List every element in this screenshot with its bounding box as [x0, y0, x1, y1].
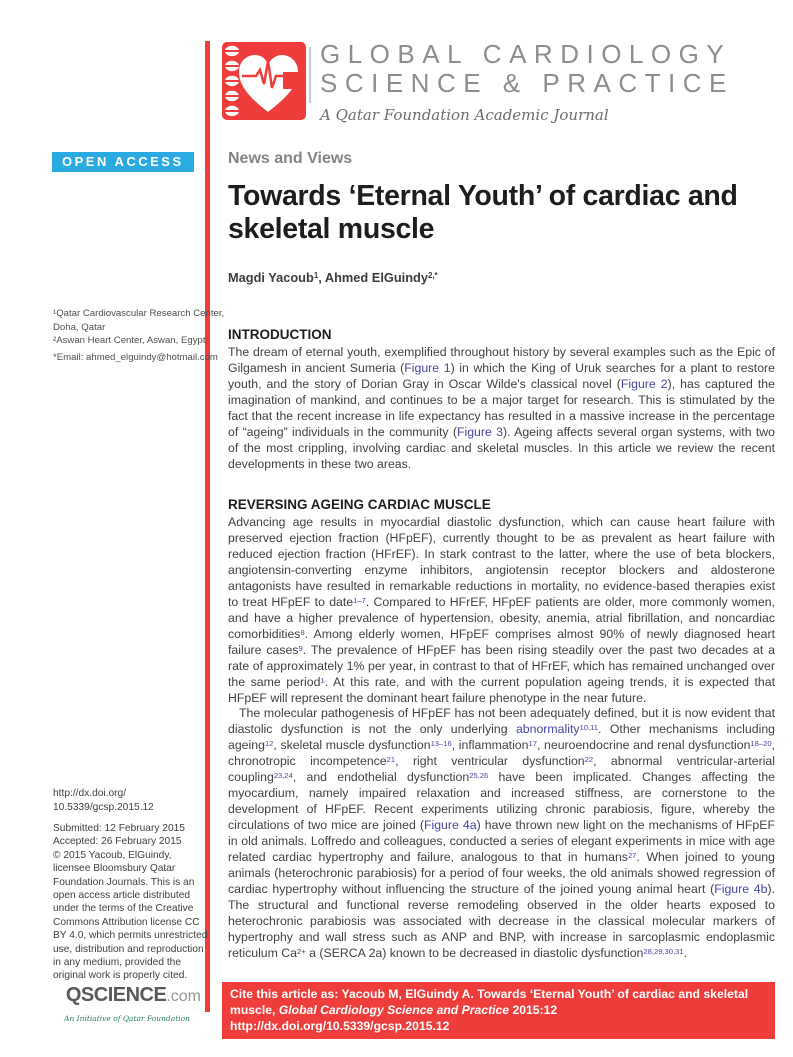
reversing-ageing-paragraph-2 — [228, 705, 775, 961]
section-heading-reversing-ageing: REVERSING AGEING CARDIAC MUSCLE — [228, 497, 491, 512]
figure-link[interactable]: abnormality — [515, 722, 580, 736]
text-run: , neuroendocrine and renal dysfunction — [536, 738, 751, 752]
journal-logo — [222, 42, 306, 120]
submitted-date: Submitted: 12 February 2015 — [53, 823, 185, 834]
text-run: . When joined to young animals (heterochronic parabiosis) for a period of four weeks, the old animals showed regression of cardiac hypertrophy without influencing the structure of the joined young animal heart ( — [228, 850, 775, 896]
text-run: , inflammation — [451, 738, 529, 752]
reference-link[interactable]: 28,29,30,31 — [643, 946, 684, 956]
author-affiliations — [53, 307, 225, 364]
text-run: , chronotropic incompetence — [228, 738, 776, 768]
figure-link[interactable]: Figure 4a — [423, 818, 477, 832]
text-run: , Ahmed ElGuindy — [318, 270, 428, 285]
journal-name-italic: Global Cardiology Science and Practice — [278, 1003, 510, 1017]
text-run: ) in which the King of Uruk searches for a plant to restore youth, and the story of Dorian Gray in Oscar Wilde's classical novel ( — [228, 361, 775, 391]
reference-link[interactable]: 17 — [528, 738, 537, 748]
text-run: 2015:12 http://dx.doi.org/10.5339/gcsp.2015.12 — [230, 1003, 558, 1033]
qscience-wordmark: QSCIENCE — [65, 984, 167, 1006]
text-run: Cite this article as: Yacoub M, ElGuindy A. Towards ‘Eternal Youth’ of cardiac and skeletal muscle, — [230, 987, 749, 1017]
text-run: Magdi Yacoub — [228, 270, 314, 285]
text-run: The dream of eternal youth, exemplified throughout history by several examples such as the Epic of Gilgamesh in ancient Sumeria ( — [228, 345, 775, 375]
figure-link[interactable]: Figure 1 — [404, 361, 451, 375]
text-run: The molecular pathogenesis of HFpEF has not been adequately defined, but it is now evident that diastolic dysfunction is not the only underlying — [228, 706, 775, 736]
text-run: , right ventricular dysfunction — [395, 754, 585, 768]
copyright-notice: © 2015 Yacoub, ElGuindy, licensee Bloomsbury Qatar Foundation Journals. This is an open access article distributed under the terms of the Creative Commons Attribution license CC BY 4.0, which permits unrestricted use, distribution and reproduction in any medium, provided the original work is properly cited. — [53, 849, 208, 982]
heart-ecg-dna-icon — [222, 42, 306, 120]
figure-link[interactable]: Figure 4b — [714, 882, 768, 896]
superscript: 1 — [313, 271, 319, 281]
reference-link[interactable]: 10,11 — [579, 722, 598, 732]
introduction-paragraph — [228, 344, 775, 472]
reference-link[interactable]: 8 — [300, 627, 305, 637]
reversing-ageing-paragraph-1 — [228, 514, 775, 706]
qscience-tagline: An Initiative of Qatar Foundation — [64, 1014, 190, 1023]
reference-link[interactable]: 27 — [627, 850, 637, 860]
text-run: ) have thrown new light on the mechanisms of HFpEF in old animals. Loffredo and colleagues, conducted a series of elegant experiments in mice with age related cardiac hypertrophy and failure, analogous to that in humans — [228, 818, 775, 864]
reference-link[interactable]: 18–20 — [750, 738, 772, 748]
reference-link[interactable]: 1 — [320, 675, 325, 685]
text-run: . Other mechanisms including ageing — [228, 722, 775, 752]
qscience-logo[interactable] — [53, 984, 201, 1007]
text-run: . — [683, 946, 688, 960]
reference-link[interactable]: 12 — [264, 738, 274, 748]
superscript: 2,* — [427, 271, 438, 281]
publication-info — [53, 822, 211, 983]
doi-link-line2[interactable]: 10.5339/gcsp.2015.12 — [53, 802, 154, 813]
text-run: . Compared to HFrEF, HFpEF patients are older, more commonly women, and have a higher prevalence of hypertension, obesity, anemia, atrial fibrillation, and noncardiac comorbidities — [228, 595, 775, 641]
qscience-branding — [53, 984, 201, 1023]
journal-title-line2: SCIENCE & PRACTICE — [320, 68, 734, 98]
reference-link[interactable]: 1–7 — [353, 595, 366, 605]
header-divider — [309, 47, 311, 103]
journal-title-line1: GLOBAL CARDIOLOGY — [320, 39, 732, 69]
article-title: Towards ‘Eternal Youth’ of cardiac and skeletal muscle — [228, 180, 738, 245]
citation-box — [222, 982, 775, 1039]
corresponding-email[interactable]: *Email: ahmed_elguindy@hotmail.com — [53, 351, 218, 363]
reference-link[interactable]: 23,24 — [273, 770, 293, 780]
journal-subtitle: A Qatar Foundation Academic Journal — [320, 106, 609, 124]
journal-masthead — [320, 40, 734, 124]
article-authors — [228, 270, 438, 285]
text-run: have been implicated. Changes affecting the myocardium, namely impaired relaxation and increased stiffness, are cornerstone to the development of HFpEF. Recent experiments utilizing chronic parabiosis, figure, whereby the circulations of two mice are joined ( — [228, 770, 775, 832]
section-heading-introduction: INTRODUCTION — [228, 327, 332, 342]
text-run: ). The structural and functional reverse remodeling observed in the older hearts exposed to heterochronic parabiosis was associated with decrease in the classical molecular markers of hypertrophy and wall stress such as ANP and BNP, with increase in sarcoplasmic endoplasmic reticulum Ca — [228, 882, 775, 960]
reference-link[interactable]: 22 — [584, 754, 594, 764]
affiliation-line: ²Aswan Heart Center, Aswan, Egypt — [53, 335, 206, 346]
figure-link[interactable]: Figure 3 — [456, 425, 503, 439]
accepted-date: Accepted: 26 February 2015 — [53, 836, 182, 848]
text-run: ), has captured the imagination of mankind, and continues to be a major target for research. This is stimulated by the fact that the recent increase in life expectancy has resulted in a massive increase in the percentage of “ageing” individuals in the community ( — [228, 377, 775, 439]
text-run: a (SERCA 2a) known to be decreased in diastolic dysfunction — [305, 946, 644, 960]
affiliation-line: Doha, Qatar — [53, 321, 106, 333]
reference-link[interactable]: 13–16 — [430, 738, 452, 748]
text-run: ). Ageing affects several organ systems, with two of the most crippling, involving cardiac and skeletal muscles. In this article we review the recent developments in these two areas. — [228, 425, 775, 471]
text-run: , skeletal muscle dysfunction — [273, 738, 431, 752]
open-access-badge: OPEN ACCESS — [52, 152, 194, 172]
text-run: , and endothelial dysfunction — [292, 770, 470, 784]
text-run: . At this rate, and with the current population ageing trends, it is expected that HFpEF will represent the dominant heart failure phenotype in the near future. — [228, 675, 775, 705]
reference-link[interactable]: 21 — [386, 754, 396, 764]
superscript: 2+ — [297, 946, 306, 956]
doi-block — [53, 787, 154, 815]
article-category: News and Views — [228, 150, 353, 167]
text-run: , abnormal ventricular-arterial coupling — [228, 754, 776, 784]
figure-link[interactable]: Figure 2 — [620, 377, 668, 391]
text-run: . Among elderly women, HFpEF comprises almost 90% of newly diagnosed heart failure cases — [228, 627, 775, 657]
text-run: . The prevalence of HFpEF has been rising steadily over the past two decades at a rate of approximately 1% per year, in contrast to that of HFrEF, which has remained unchanged over the same period — [228, 643, 775, 689]
qscience-dotcom: .com — [166, 988, 201, 1005]
text-run: Advancing age results in myocardial diastolic dysfunction, which can cause heart failure with preserved ejection fraction (HFpEF), currently thought to be as prevalent as heart failure with reduced ejection fraction (HFrEF). In stark contrast to the latter, where the use of beta blockers, angiotensin-converting enzyme inhibitors, angiotensin receptor blockers and aldosterone antagonists have resulted in remarkable reductions in mortality, no evidence-based therapies exist to treat HFpEF to date — [228, 515, 775, 609]
reference-link[interactable]: 9 — [298, 643, 303, 653]
reference-link[interactable]: 25,26 — [469, 770, 489, 780]
doi-link-line1[interactable]: http://dx.doi.org/ — [53, 788, 127, 799]
affiliation-line: ¹Qatar Cardiovascular Research Center, — [53, 308, 225, 319]
